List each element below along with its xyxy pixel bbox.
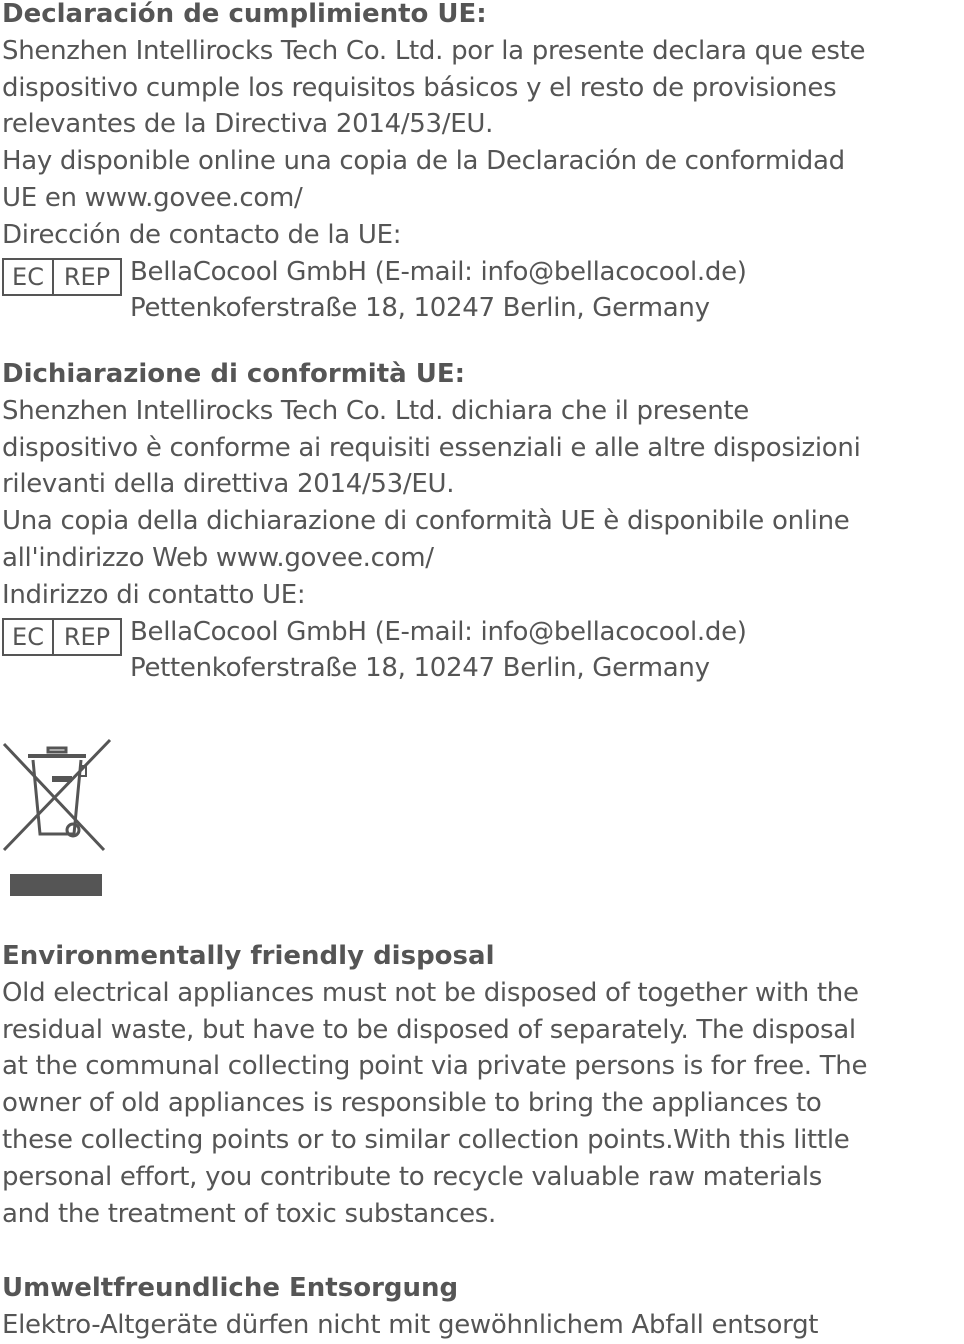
crossed-out-bin-icon [0,738,112,898]
body-line: Una copia della dichiarazione di conformità UE è disponibile online [2,506,850,537]
section-heading: Environmentally friendly disposal [2,941,495,971]
ec-rep-contact [2,254,964,328]
contact-line: BellaCocool GmbH (E-mail: info@bellacocool.de) [130,256,747,287]
ec-rep-badge [2,618,122,656]
body-line: Indirizzo di contatto UE: [2,579,306,610]
body-line: UE en www.govee.com/ [2,182,303,213]
body-line: relevantes de la Directiva 2014/53/EU. [2,109,494,140]
body-line: dispositivo cumple los requisitos básicos y el resto de provisiones [2,72,837,103]
rep-label: REP [63,622,111,651]
ec-rep-badge [2,258,122,296]
contact-address [130,254,747,328]
body-line: and the treatment of toxic substances. [2,1198,496,1229]
body-line: Dirección de contacto de la UE: [2,219,402,250]
body-line: rilevanti della direttiva 2014/53/EU. [2,469,455,500]
section-de [2,1270,964,1344]
contact-line: Pettenkoferstraße 18, 10247 Berlin, Germany [130,293,710,324]
body-line: owner of old appliances is responsible to bring the appliances to [2,1088,822,1119]
section-it [2,356,964,687]
section-heading: Umweltfreundliche Entsorgung [2,1273,459,1303]
body-line: Hay disponible online una copia de la Declaración de conformidad [2,146,845,177]
body-line: Shenzhen Intellirocks Tech Co. Ltd. por la presente declara que este [2,35,866,66]
body-line: dispositivo è conforme ai requisiti essenziali e alle altre disposizioni [2,432,861,463]
ec-label: EC [4,260,54,294]
body-line: Old electrical appliances must not be disposed of together with the [2,977,859,1008]
body-line: at the communal collecting point via private persons is for free. The [2,1051,868,1082]
ec-label: EC [4,620,54,654]
body-line: residual waste, but have to be disposed of separately. The disposal [2,1014,856,1045]
section-es [2,0,964,327]
ec-rep-contact [2,614,964,688]
body-line: Elektro-Altgeräte dürfen nicht mit gewöhnlichem Abfall entsorgt [2,1309,819,1340]
contact-line: Pettenkoferstraße 18, 10247 Berlin, Germany [130,653,710,684]
body-line: Shenzhen Intellirocks Tech Co. Ltd. dichiara che il presente [2,395,749,426]
rep-label: REP [63,262,111,291]
body-line: these collecting points or to similar collection points.With this little [2,1124,850,1155]
section-heading: Declaración de cumplimiento UE: [2,0,487,29]
section-heading: Dichiarazione di conformità UE: [2,359,465,389]
body-line: all'indirizzo Web www.govee.com/ [2,542,434,573]
section-en [2,938,964,1232]
body-line: personal effort, you contribute to recycle valuable raw materials [2,1161,823,1192]
contact-address [130,614,747,688]
contact-line: BellaCocool GmbH (E-mail: info@bellacocool.de) [130,616,747,647]
